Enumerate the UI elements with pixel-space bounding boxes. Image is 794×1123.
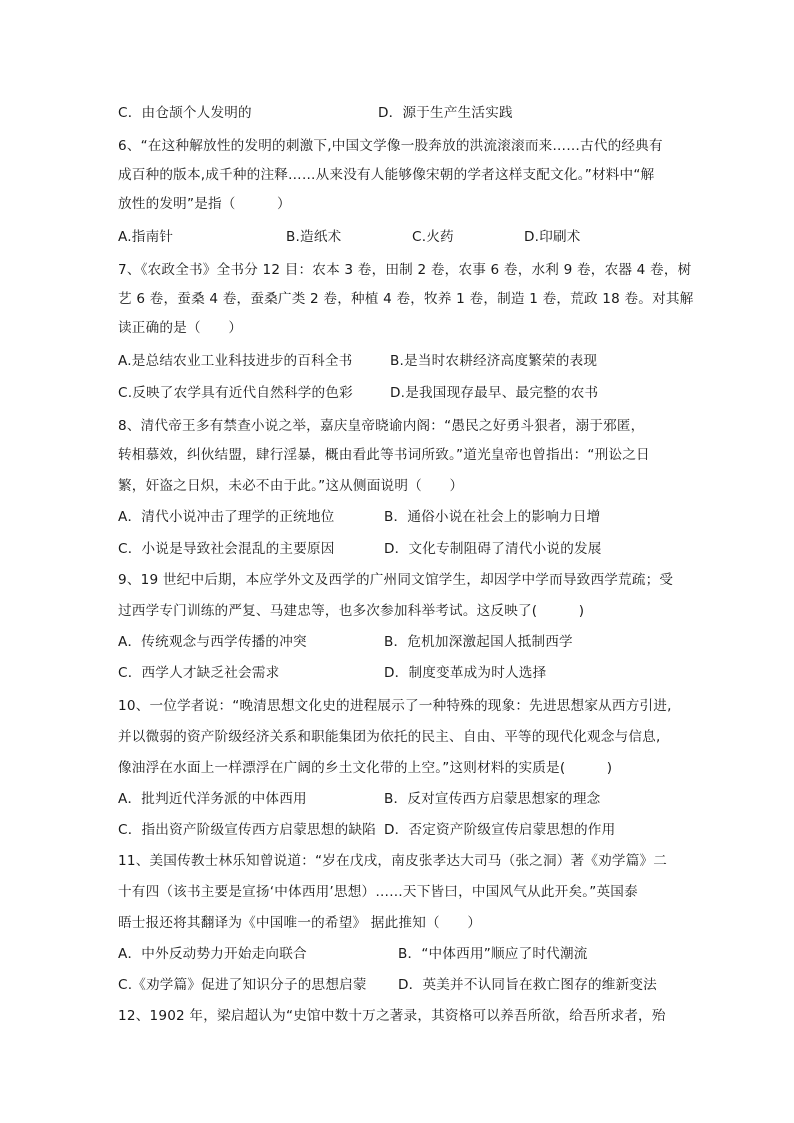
q11-option-b: B．“中体西用”顺应了时代潮流	[398, 946, 588, 962]
q10-option-b: B．反对宣传西方启蒙思想家的理念	[384, 791, 601, 807]
q7-stem-line-1: 7、《农政全书》全书分 12 目：农本 3 卷，田制 2 卷，农事 6 卷，水利 9 卷，农器 4 卷，树	[118, 262, 692, 278]
q5-option-c: C．由仓颉个人发明的	[118, 105, 252, 121]
q10-stem-line-2: 并以微弱的资产阶级经济关系和职能集团为依托的民主、自由、平等的现代化观念与信息,	[118, 729, 661, 745]
q9-option-c: C．西学人才缺乏社会需求	[118, 665, 280, 681]
q11-stem-line-2: 十有四（该书主要是宣扬‘中体西用’思想）……天下皆曰，中国风气从此开矣。”英国泰	[118, 884, 638, 900]
q12-stem-line-1: 12、1902 年，梁启超认为“史馆中数十万之著录，其资格可以养吾所欲，给吾所求者，殆	[118, 1008, 666, 1024]
q6-option-a: A.指南针	[118, 229, 174, 245]
q11-stem-line-1: 11、美国传教士林乐知曾说道：“岁在戊戌，南皮张孝达大司马（张之洞）著《劝学篇》二	[118, 853, 668, 869]
q7-option-d: D.是我国现存最早、最完整的农书	[390, 385, 599, 401]
q7-option-a: A.是总结农业工业科技进步的百科全书	[118, 353, 353, 369]
q10-stem-line-1: 10、一位学者说：“晚清思想文化史的进程展示了一种特殊的现象：先进思想家从西方引进,	[118, 698, 672, 714]
q7-option-b: B.是当时农耕经济高度繁荣的表现	[390, 353, 598, 369]
q8-stem-line-3: 繁，奸盗之日炽，未必不由于此。”这从侧面说明（ ）	[118, 478, 464, 494]
q8-option-c: C．小说是导致社会混乱的主要原因	[118, 541, 335, 557]
q6-stem-line-2: 成百种的版本,成千种的注释……从来没有人能够像宋朝的学者这样支配文化。”材料中“解	[118, 167, 655, 183]
q6-option-d: D.印刷术	[524, 229, 581, 245]
q8-option-d: D．文化专制阻碍了清代小说的发展	[384, 541, 602, 557]
q8-stem-line-1: 8、清代帝王多有禁查小说之举，嘉庆皇帝晓谕内阁：“愚民之好勇斗狠者，溺于邪匿，	[118, 418, 645, 434]
q8-option-b: B．通俗小说在社会上的影响力日增	[384, 509, 601, 525]
q11-stem-line-3: 晤士报还将其翻译为《中国唯一的希望》 据此推知（ ）	[118, 915, 482, 931]
q5-option-d: D．源于生产生活实践	[378, 105, 513, 121]
q8-option-a: A．清代小说冲击了理学的正统地位	[118, 509, 335, 525]
q11-option-a: A．中外反动势力开始走向联合	[118, 946, 307, 962]
q9-option-b: B．危机加深激起国人抵制西学	[384, 634, 573, 650]
q8-stem-line-2: 转相慕效，纠伙结盟，肆行淫暴，概由看此等书词所致。”道光皇帝也曾指出：“刑讼之日	[118, 447, 650, 463]
q9-option-a: A．传统观念与西学传播的冲突	[118, 634, 307, 650]
q6-option-b: B.造纸术	[286, 229, 342, 245]
q6-stem-line-3: 放性的发明”是指（ ）	[118, 196, 291, 212]
q10-stem-line-3: 像油浮在水面上一样漂浮在广阔的乡土文化带的上空。”这则材料的实质是( )	[118, 760, 613, 776]
q9-stem-line-2: 过西学专门训练的严复、马建忠等，也多次参加科举考试。这反映了( )	[118, 603, 585, 619]
q10-option-a: A．批判近代洋务派的中体西用	[118, 791, 307, 807]
q7-stem-line-3: 读正确的是（ ）	[118, 320, 243, 336]
q9-option-d: D．制度变革成为时人选择	[384, 665, 547, 681]
q10-option-d: D．否定资产阶级宣传启蒙思想的作用	[384, 822, 616, 838]
q10-option-c: C．指出资产阶级宣传西方启蒙思想的缺陷	[118, 822, 376, 838]
q7-option-c: C.反映了农学具有近代自然科学的色彩	[118, 385, 353, 401]
q7-stem-line-2: 艺 6 卷，蚕桑 4 卷，蚕桑广类 2 卷，种植 4 卷，牧养 1 卷，制造 1 卷，荒政 18 卷。对其解	[118, 291, 694, 307]
q9-stem-line-1: 9、19 世纪中后期，本应学外文及西学的广州同文馆学生，却因学中学而导致西学荒疏；受	[118, 572, 674, 588]
q11-option-d: D．英美并不认同旨在救亡图存的维新变法	[398, 977, 657, 993]
q6-stem-line-1: 6、“在这种解放性的发明的刺激下,中国文学像一股奔放的洪流滚滚而来……古代的经典有	[118, 138, 663, 154]
q6-option-c: C.火药	[412, 229, 454, 245]
q11-option-c: C.《劝学篇》促进了知识分子的思想启蒙	[118, 977, 367, 993]
